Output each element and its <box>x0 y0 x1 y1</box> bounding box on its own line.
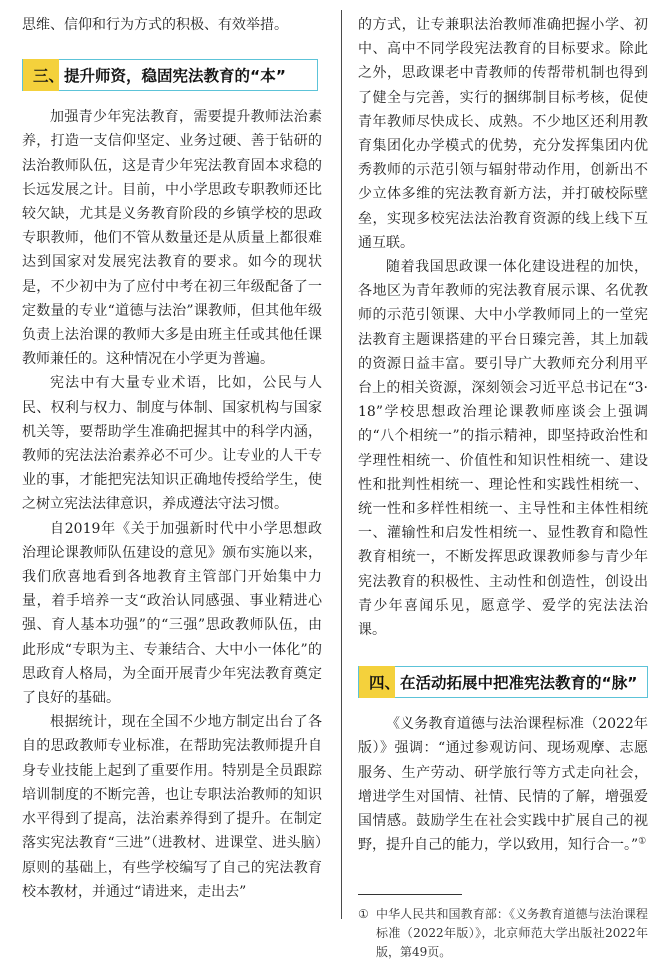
left-column <box>22 0 322 904</box>
section-heading-3 <box>22 59 318 91</box>
column-divider <box>341 10 342 919</box>
right-column <box>358 0 648 962</box>
footnote-text: 中华人民共和国教育部：《义务教育道德与法治课程标准（2022年版）》，北京师范大学出版社2022年版，第49页。 <box>376 906 648 959</box>
section-heading-4 <box>358 666 648 698</box>
footnote <box>358 905 648 962</box>
paragraph-5: 随着我国思政课一体化建设进程的加快，各地区为青年教师的宪法教育展示课、名优教师的示范引领课、大中小学教师同上的一堂宪法教育主题课搭建的平台日臻完善，其上加载的资源日益丰富。要引导广大教师充分利用平台上的相关资源，深刻领会习近平总书记在“3·18”学校思想政治理论课教师座谈会上强调的“八个相统一”的指示精神，即坚持政治性和学理性相统一、价值性和知识性相统一、建设性和批判性相统一、理论性和实践性相统一、统一性和多样性相统一、主导性和主体性相统一、灌输性和启发性相统一、显性教育和隐性教育相统一，不断发挥思政课教师参与青少年宪法教育的积极性、主动性和创造性，创设出青少年喜闻乐见，愿意学、爱学的宪法法治课。 <box>358 259 648 639</box>
footnote-mark: ① <box>358 906 369 921</box>
section-heading-3-text: 三、提升师资，稳固宪法教育的“本” <box>33 67 286 86</box>
paragraph-1: 加强青少年宪法教育，需要提升教师法治素养，打造一支信仰坚定、业务过硬、善于钻研的法治教师队伍，这是青少年宪法教育固本求稳的长远发展之计。目前，中小学思政专职教师还比较欠缺，尤其是义务教育阶段的乡镇学校的思政专职教师，他们不管从数量还是从质量上都很难达到国家对发展宪法教育的要求。如今的现状是，不少初中为了应付中考在初三年级配备了一定数量的专业“道德与法治”课教师，但其他年级负责上法治课的教师大多是由班主任或其他任课教师兼任的。这种情况在小学更为普遍。 <box>22 109 322 368</box>
paragraph-3: 自2019年《关于加强新时代中小学思想政治理论课教师队伍建设的意见》颁布实施以来，我们欣喜地看到各地教育主管部门开始集中力量，着手培养一支“政治认同感强、事业精进心强、育人基本功强”的“三强”思政教师队伍，由此形成“专职为主、专兼结合、大中小一体化”的思政育人格局，为全面开展青少年宪法教育奠定了良好的基础。 <box>22 520 322 707</box>
footnote-ref[interactable]: ① <box>638 836 647 847</box>
paragraph-continuation-right: 的方式，让专兼职法治教师准确把握小学、初中、高中不同学段宪法教育的目标要求。除此之外，思政课老中青教师的传帮带机制也得到了健全与完善，实行的捆绑制目标考核，促使青年教师尽快成长、成熟。不少地区还利用教育集团化办学模式的优势，充分发挥集团内优秀教师的示范引领与辐射带动作用，创新出不少立体多维的宪法教育新方法，并打破校际壁垒，实现多校宪法法治教育资源的线上线下互通互联。 <box>358 17 648 251</box>
paragraph-2: 宪法中有大量专业术语，比如，公民与人民、权利与权力、制度与体制、国家机构与国家机关等，要帮助学生准确把握其中的科学内涵，教师的宪法法治素养必不可少。让专业的人干专业的事，才能把宪法知识正确地传授给学生，使之树立宪法法律意识，养成遵法守法习惯。 <box>22 375 322 513</box>
section-heading-4-text: 四、在活动拓展中把准宪法教育的“脉” <box>369 674 638 693</box>
paragraph-continuation: 思维、信仰和行为方式的积极、有效举措。 <box>22 17 288 33</box>
footnote-rule <box>358 894 462 895</box>
paragraph-4: 根据统计，现在全国不少地方制定出台了各自的思政教师专业标准，在帮助宪法教师提升自身专业技能上起到了重要作用。特别是全员跟踪培训制度的不断完善，也让专职法治教师的知识水平得到了提高，法治素养得到了提升。在制定落实宪法教育“三进”（进教材、进课堂、进头脑）原则的基础上，有些学校编写了自己的宪法教育校本教材，并通过“请进来，走出去” <box>22 714 322 900</box>
paragraph-6 <box>358 712 648 857</box>
paragraph-6-text: 《义务教育道德与法治课程标准（2022年版）》强调：“通过参观访问、现场观摩、志愿服务、生产劳动、研学旅行等方式走向社会，增进学生对国情、社情、民情的了解，增强爱国情感。鼓励学生在社会实践中扩展自己的视野，提升自己的能力，学以致用，知行合一。” <box>358 716 648 854</box>
